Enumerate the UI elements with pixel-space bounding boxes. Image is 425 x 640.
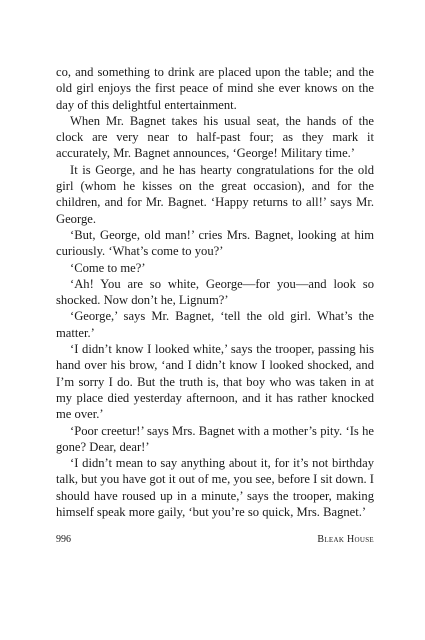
paragraph: ‘Come to me?’ bbox=[70, 260, 146, 275]
body-text bbox=[56, 64, 374, 520]
paragraph: ‘Poor creetur!’ says Mrs. Bagnet with a mother’s pity. ‘Is he gone? Dear, dear!’ bbox=[56, 423, 374, 454]
paragraph: When Mr. Bagnet takes his usual seat, the hands of the clock are very near to half-past four; as they mark it accurately, Mr. Bagnet announces, ‘George! Military time.’ bbox=[56, 113, 374, 161]
paragraph: ‘I didn’t know I looked white,’ says the trooper, passing his hand over his brow, ‘and I didn’t know I looked shocked, and I’m sorry I do. But the truth is, that boy who was taken in at my place died yesterday afternoon, and it has rather knocked me over.’ bbox=[56, 342, 374, 422]
page-number: 996 bbox=[56, 534, 71, 545]
paragraph: It is George, and he has hearty congratulations for the old girl (whom he kisses on the great occasion), and for the children, and for Mr. Bagnet. ‘Happy returns to all!’ says Mr. George. bbox=[56, 162, 374, 226]
paragraph: co, and something to drink are placed upon the table; and the old girl enjoys the first peace of mind she ever knows on the day of this delightful entertainment. bbox=[56, 65, 374, 112]
paragraph: ‘But, George, old man!’ cries Mrs. Bagnet, looking at him curiously. ‘What’s come to you?’ bbox=[56, 227, 374, 259]
running-title: Bleak House bbox=[317, 534, 374, 545]
paragraph: ‘I didn’t mean to say anything about it, for it’s not birthday talk, but you have got it out of me, you see, before I sit down. I should have roused up in a minute,’ says the trooper, making himself speak more gaily, ‘but you’re so quick, Mrs. Bagnet.’ bbox=[56, 456, 374, 520]
page-footer bbox=[56, 534, 374, 546]
paragraph: ‘Ah! You are so white, George—for you—and look so shocked. Now don’t he, Lignum?’ bbox=[56, 276, 374, 308]
paragraph: ‘George,’ says Mr. Bagnet, ‘tell the old girl. What’s the matter.’ bbox=[56, 309, 374, 340]
